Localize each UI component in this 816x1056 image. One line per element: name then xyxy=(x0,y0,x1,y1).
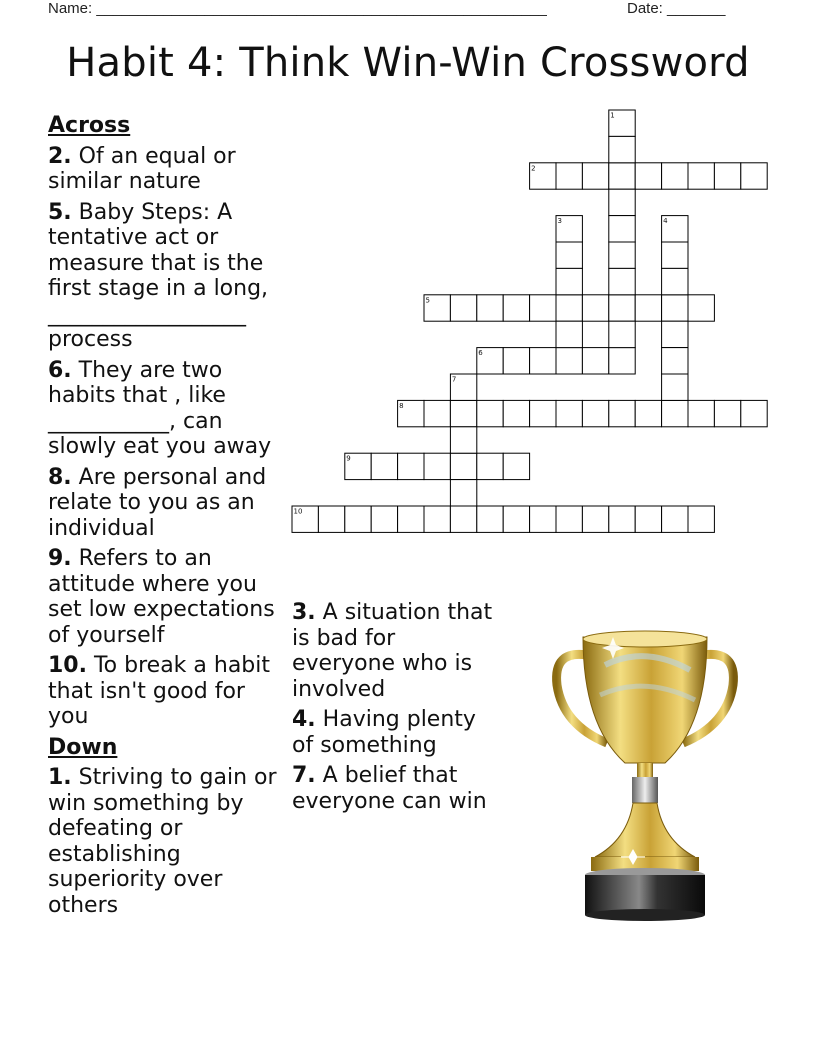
grid-cell[interactable] xyxy=(556,268,582,294)
grid-cell[interactable] xyxy=(609,216,635,242)
clue-text: Having plenty of something xyxy=(292,707,476,758)
grid-cell[interactable] xyxy=(556,348,582,374)
grid-cell[interactable] xyxy=(530,348,556,374)
grid-cell[interactable] xyxy=(556,242,582,268)
clue-number: 7. xyxy=(292,763,316,788)
grid-cell[interactable] xyxy=(582,295,608,321)
grid-cell[interactable] xyxy=(662,506,688,532)
page-title: Habit 4: Think Win-Win Crossword xyxy=(66,40,750,86)
trophy-icon xyxy=(545,625,745,925)
grid-cell[interactable] xyxy=(503,295,529,321)
grid-number: 2 xyxy=(531,164,536,173)
clue-text: They are two habits that , like ___________, can slowly eat you away xyxy=(48,357,272,459)
grid-cell[interactable] xyxy=(450,400,476,426)
across-heading: Across xyxy=(48,113,131,138)
grid-cell[interactable] xyxy=(635,400,661,426)
grid-cell[interactable] xyxy=(662,321,688,347)
clue-number: 8. xyxy=(48,464,72,490)
grid-cell[interactable] xyxy=(662,295,688,321)
grid-cell[interactable] xyxy=(662,163,688,189)
grid-cell[interactable] xyxy=(450,480,476,506)
grid-cell[interactable] xyxy=(714,400,740,426)
grid-cell[interactable] xyxy=(635,506,661,532)
grid-cell[interactable] xyxy=(398,506,424,532)
grid-number: 9 xyxy=(346,454,351,463)
clue-text: Striving to gain or win something by defeating or establishing superiority over others xyxy=(48,765,277,918)
clue-number: 6. xyxy=(48,357,72,383)
grid-cell[interactable] xyxy=(582,506,608,532)
grid-number: 1 xyxy=(610,111,615,120)
name-field-label: Name: ______________________________________________________ xyxy=(48,0,547,17)
clue-number: 2. xyxy=(48,143,72,169)
clue-number: 5. xyxy=(48,199,72,225)
grid-cell[interactable] xyxy=(450,453,476,479)
grid-cell[interactable] xyxy=(530,506,556,532)
grid-cell[interactable] xyxy=(609,189,635,215)
grid-cell[interactable] xyxy=(450,295,476,321)
grid-cell[interactable] xyxy=(582,348,608,374)
grid-number: 3 xyxy=(557,217,562,226)
grid-cell[interactable] xyxy=(556,506,582,532)
grid-cell[interactable] xyxy=(635,295,661,321)
grid-cell[interactable] xyxy=(582,400,608,426)
date-field-label: Date: _______ xyxy=(627,0,726,17)
grid-cell[interactable] xyxy=(688,400,714,426)
grid-cell[interactable] xyxy=(503,400,529,426)
grid-cell[interactable] xyxy=(662,268,688,294)
grid-cell[interactable] xyxy=(662,374,688,400)
grid-number: 7 xyxy=(451,375,457,384)
clue-text: Are personal and relate to you as an individual xyxy=(48,464,267,541)
clue-number: 10. xyxy=(48,653,87,678)
grid-number: 8 xyxy=(399,401,404,410)
clue-text: A situation that is bad for everyone who is involved xyxy=(292,600,493,702)
clue-text: A belief that everyone can win xyxy=(292,763,487,814)
grid-cell[interactable] xyxy=(609,268,635,294)
grid-cell[interactable] xyxy=(477,506,503,532)
grid-cell[interactable] xyxy=(662,400,688,426)
clue-number: 3. xyxy=(292,600,316,625)
grid-cell[interactable] xyxy=(609,295,635,321)
grid-cell[interactable] xyxy=(688,506,714,532)
clue-text: To break a habit that isn't good for you xyxy=(48,653,271,729)
grid-number: 10 xyxy=(293,507,303,516)
grid-cell[interactable] xyxy=(477,400,503,426)
clue-number: 9. xyxy=(48,546,72,571)
grid-cell[interactable] xyxy=(688,163,714,189)
grid-cell[interactable] xyxy=(371,506,397,532)
grid-cell[interactable] xyxy=(741,163,767,189)
grid-cell[interactable] xyxy=(556,321,582,347)
grid-number: 4 xyxy=(663,217,668,226)
grid-cell[interactable] xyxy=(609,136,635,162)
grid-cell[interactable] xyxy=(450,427,476,453)
clue-number: 4. xyxy=(292,707,316,732)
grid-cell[interactable] xyxy=(609,163,635,189)
grid-cell[interactable] xyxy=(477,295,503,321)
grid-cell[interactable] xyxy=(503,453,529,479)
grid-cell[interactable] xyxy=(398,453,424,479)
grid-cell[interactable] xyxy=(714,163,740,189)
grid-cell[interactable] xyxy=(503,506,529,532)
grid-cell[interactable] xyxy=(609,242,635,268)
clue-number: 1. xyxy=(48,765,72,790)
clue-text: Of an equal or similar nature xyxy=(48,143,236,194)
grid-cell[interactable] xyxy=(371,453,397,479)
down-heading: Down xyxy=(48,734,118,760)
grid-cell[interactable] xyxy=(688,295,714,321)
grid-cells xyxy=(292,110,767,532)
grid-cell[interactable] xyxy=(530,295,556,321)
grid-cell[interactable] xyxy=(556,163,582,189)
grid-cell[interactable] xyxy=(609,348,635,374)
clue-text: Baby Steps: A tentative act or measure that is the first stage in a long, __________________ process xyxy=(48,199,269,352)
grid-cell[interactable] xyxy=(503,348,529,374)
grid-cell[interactable] xyxy=(424,400,450,426)
grid-cell[interactable] xyxy=(450,506,476,532)
grid-number: 5 xyxy=(425,296,430,305)
grid-cell[interactable] xyxy=(318,506,344,532)
grid-cell[interactable] xyxy=(662,242,688,268)
grid-cell[interactable] xyxy=(609,400,635,426)
grid-cell[interactable] xyxy=(582,163,608,189)
grid-cell[interactable] xyxy=(530,400,556,426)
grid-cell[interactable] xyxy=(609,506,635,532)
grid-cell[interactable] xyxy=(556,295,582,321)
grid-cell[interactable] xyxy=(662,348,688,374)
grid-cell[interactable] xyxy=(477,453,503,479)
grid-cell[interactable] xyxy=(609,321,635,347)
grid-cell[interactable] xyxy=(741,400,767,426)
grid-cell[interactable] xyxy=(556,400,582,426)
clue-text: Refers to an attitude where you set low expectations of yourself xyxy=(48,546,275,648)
grid-cell[interactable] xyxy=(424,453,450,479)
grid-number: 6 xyxy=(478,349,483,358)
grid-cell[interactable] xyxy=(635,163,661,189)
grid-cell[interactable] xyxy=(345,506,371,532)
grid-cell[interactable] xyxy=(424,506,450,532)
